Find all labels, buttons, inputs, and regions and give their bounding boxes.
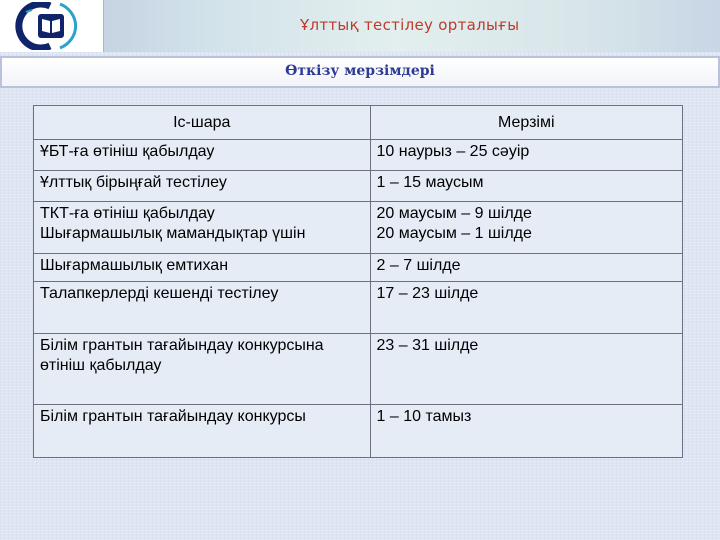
event-cell xyxy=(34,405,371,458)
date-text: 1 – 10 тамыз xyxy=(376,408,472,425)
event-cell xyxy=(34,202,371,254)
date-text: 2 – 7 шілде xyxy=(376,257,461,274)
org-title: Ұлттық тестілеу орталығы xyxy=(300,16,520,34)
date-cell xyxy=(370,171,682,202)
date-cell xyxy=(370,202,682,254)
event-cell xyxy=(34,140,371,171)
table-row xyxy=(34,171,683,202)
table-row xyxy=(34,334,683,405)
date-text: 1 – 15 маусым xyxy=(376,174,484,191)
header-banner xyxy=(0,0,720,52)
event-text: Талапкерлерді кешенді тестілеу xyxy=(40,285,279,302)
event-cell xyxy=(34,254,371,282)
header-deadline: Мерзімі xyxy=(370,106,682,140)
event-text: ТКТ-ға өтініш қабылдау xyxy=(40,205,215,222)
event-text: Шығармашылық мамандықтар үшін xyxy=(40,225,306,242)
page-subtitle: Өткізу мерзімдері xyxy=(285,63,435,79)
event-text: өтініш қабылдау xyxy=(40,357,162,374)
table-row xyxy=(34,140,683,171)
header-event: Іс-шара xyxy=(34,106,371,140)
event-text: ҰБТ-ға өтініш қабылдау xyxy=(40,143,215,160)
date-text: 17 – 23 шілде xyxy=(376,285,479,302)
event-cell xyxy=(34,282,371,334)
table-row xyxy=(34,202,683,254)
event-text: Шығармашылық емтихан xyxy=(40,257,229,274)
date-cell xyxy=(370,254,682,282)
event-text: Білім грантын тағайындау конкурсы xyxy=(40,408,306,425)
table-row xyxy=(34,405,683,458)
event-cell xyxy=(34,171,371,202)
subtitle-band xyxy=(0,56,720,88)
table-row xyxy=(34,254,683,282)
date-cell xyxy=(370,334,682,405)
table-header-row xyxy=(34,106,683,140)
date-text: 20 маусым – 1 шілде xyxy=(376,225,532,242)
book-logo-icon xyxy=(2,2,101,50)
date-cell xyxy=(370,282,682,334)
schedule-table xyxy=(33,105,683,458)
event-cell xyxy=(34,334,371,405)
logo xyxy=(0,0,104,52)
schedule-table-wrap xyxy=(33,105,683,458)
date-cell xyxy=(370,405,682,458)
date-text: 23 – 31 шілде xyxy=(376,337,479,354)
event-text: Ұлттық бірыңғай тестілеу xyxy=(40,174,227,191)
date-text: 10 наурыз – 25 сәуір xyxy=(376,143,530,160)
event-text: Білім грантын тағайындау конкурсына xyxy=(40,337,324,354)
date-cell xyxy=(370,140,682,171)
table-row xyxy=(34,282,683,334)
date-text: 20 маусым – 9 шілде xyxy=(376,205,532,222)
